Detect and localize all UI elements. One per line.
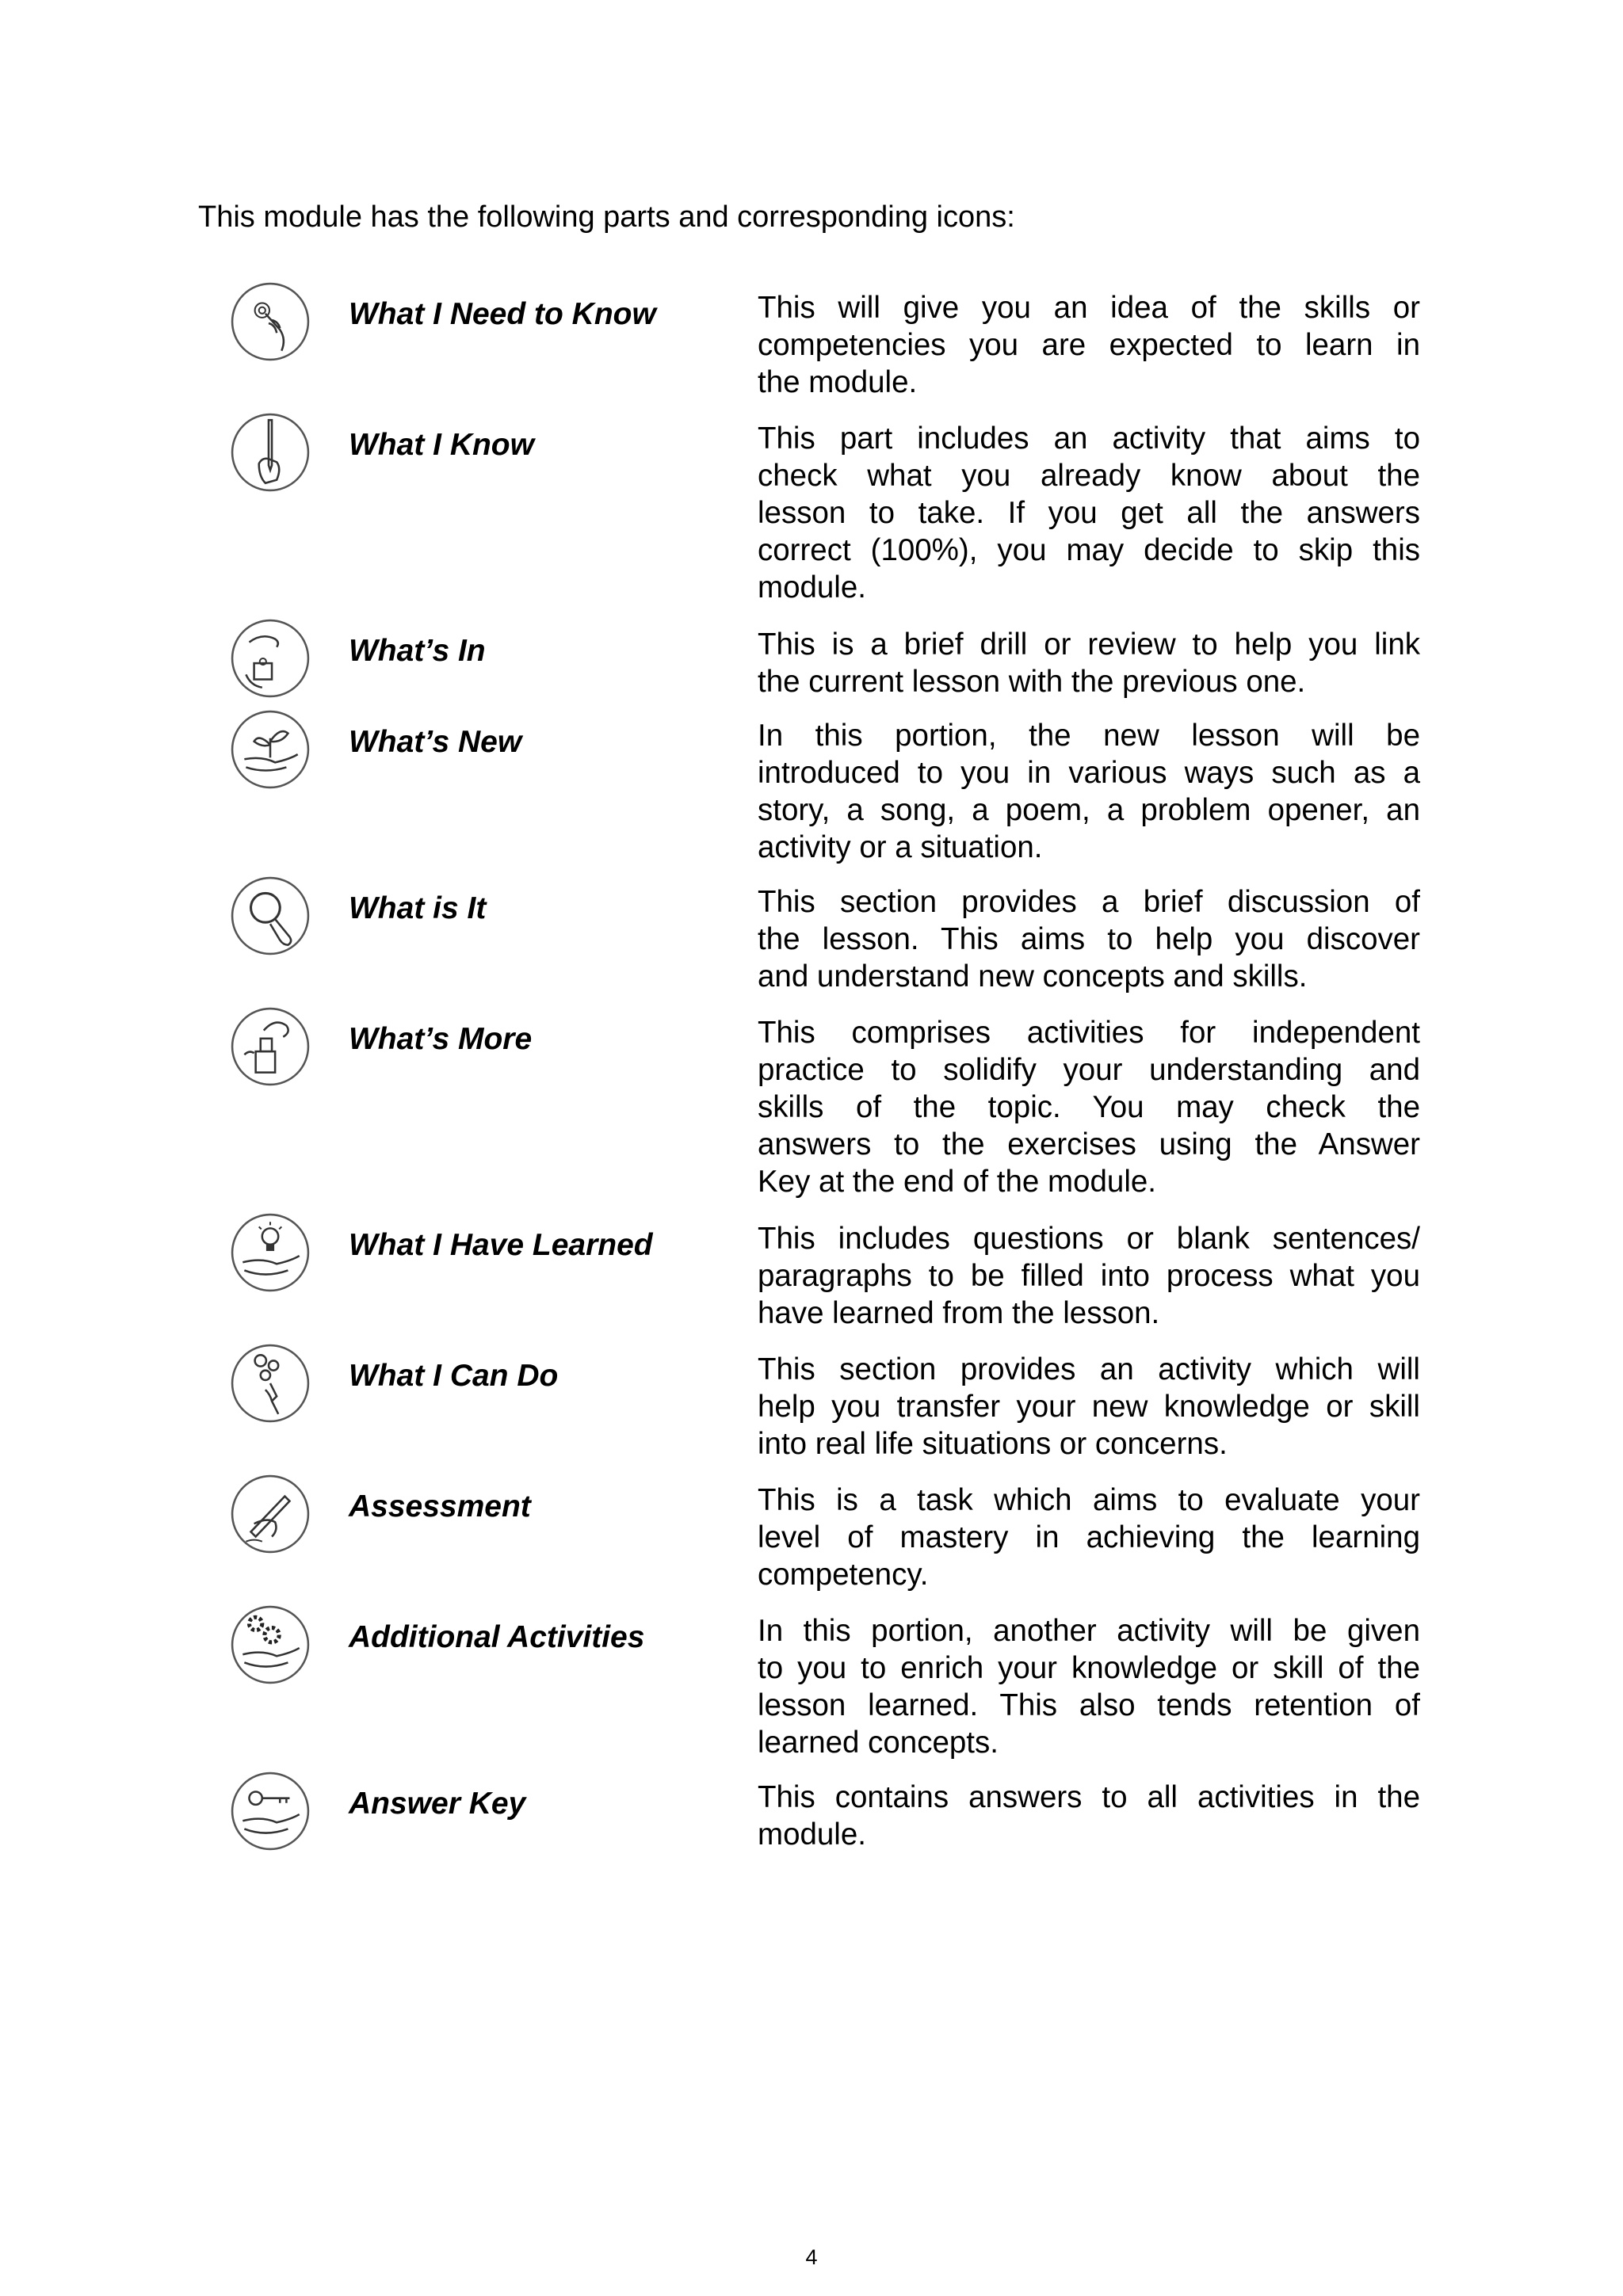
hand-with-puzzle-icon <box>230 618 311 699</box>
part-description <box>758 1482 1420 1593</box>
description-line: practice to solidify your understanding and <box>758 1053 1420 1087</box>
description-line: level of mastery in achieving the learning <box>758 1520 1420 1554</box>
description-line: Key at the end of the module. <box>758 1165 1156 1199</box>
description-line: This is a task which aims to evaluate your <box>758 1483 1420 1517</box>
part-label: Assessment <box>349 1489 531 1524</box>
part-label: What I Can Do <box>349 1359 559 1393</box>
description-line: This section provides a brief discussion of <box>758 885 1420 919</box>
magnifying-glass-icon <box>230 875 311 956</box>
description-line: activity or a situation. <box>758 830 1043 864</box>
part-description <box>758 1220 1420 1332</box>
hand-with-sprout-icon <box>230 709 311 790</box>
part-description <box>758 1779 1420 1853</box>
hand-stacking-blocks-icon <box>230 1006 311 1087</box>
part-label: What is It <box>349 891 487 925</box>
part-label: Additional Activities <box>349 1620 645 1654</box>
description-line: lesson learned. This also tends retention of <box>758 1688 1420 1722</box>
description-line: In this portion, the new lesson will be <box>758 719 1420 753</box>
part-description <box>758 626 1420 700</box>
description-line: This section provides an activity which will <box>758 1352 1420 1386</box>
description-line: to you to enrich your knowledge or skill of the <box>758 1651 1420 1685</box>
description-line: competencies you are expected to learn in <box>758 328 1420 362</box>
hand-writing-pen-icon <box>230 1474 311 1554</box>
description-line: correct (100%), you may decide to skip this <box>758 533 1420 567</box>
part-description <box>758 717 1420 866</box>
description-line: paragraphs to be filled into process what you <box>758 1259 1420 1293</box>
description-line: story, a song, a poem, a problem opener, an <box>758 793 1420 827</box>
part-label: What’s New <box>349 725 522 759</box>
description-line: introduced to you in various ways such as a <box>758 756 1420 790</box>
description-line: This comprises activities for independent <box>758 1016 1420 1050</box>
description-line: and understand new concepts and skills. <box>758 959 1308 994</box>
description-line: This part includes an activity that aims to <box>758 421 1420 456</box>
hand-with-cogs-icon <box>230 1604 311 1685</box>
page-number: 4 <box>805 2245 818 2269</box>
part-label: What’s In <box>349 634 486 668</box>
part-description <box>758 289 1420 401</box>
description-line: skills of the topic. You may check the <box>758 1090 1420 1124</box>
part-description <box>758 883 1420 995</box>
description-line: the current lesson with the previous one. <box>758 665 1306 699</box>
part-label: Answer Key <box>349 1787 526 1821</box>
hand-with-gears-icon <box>230 1343 311 1424</box>
description-line: lesson to take. If you get all the answers <box>758 496 1420 530</box>
part-label: What I Need to Know <box>349 297 656 331</box>
pointing-finger-icon <box>230 281 311 362</box>
description-line: This will give you an idea of the skills or <box>758 291 1420 325</box>
description-line: In this portion, another activity will be given <box>758 1614 1420 1648</box>
description-line: have learned from the lesson. <box>758 1296 1160 1330</box>
part-description <box>758 420 1420 606</box>
part-description <box>758 1612 1420 1761</box>
description-line: into real life situations or concerns. <box>758 1427 1228 1461</box>
description-line: learned concepts. <box>758 1726 999 1760</box>
hand-with-pencil-icon <box>230 412 311 493</box>
description-line: This includes questions or blank sentences/ <box>758 1222 1420 1256</box>
part-label: What I Have Learned <box>349 1228 653 1262</box>
part-label: What I Know <box>349 428 534 462</box>
part-description <box>758 1351 1420 1463</box>
description-line: competency. <box>758 1558 929 1592</box>
part-description <box>758 1014 1420 1200</box>
description-line: help you transfer your new knowledge or skill <box>758 1390 1420 1424</box>
description-line: module. <box>758 570 866 605</box>
description-line: the module. <box>758 365 918 399</box>
intro-text: This module has the following parts and corresponding icons: <box>198 200 1015 234</box>
hand-with-key-icon <box>230 1771 311 1852</box>
description-line: the lesson. This aims to help you discover <box>758 922 1420 956</box>
hand-with-lightbulb-icon <box>230 1212 311 1293</box>
description-line: module. <box>758 1817 866 1852</box>
part-label: What’s More <box>349 1022 533 1056</box>
description-line: This is a brief drill or review to help you link <box>758 627 1420 662</box>
description-line: This contains answers to all activities in the <box>758 1780 1420 1814</box>
description-line: check what you already know about the <box>758 459 1420 493</box>
description-line: answers to the exercises using the Answer <box>758 1127 1420 1161</box>
